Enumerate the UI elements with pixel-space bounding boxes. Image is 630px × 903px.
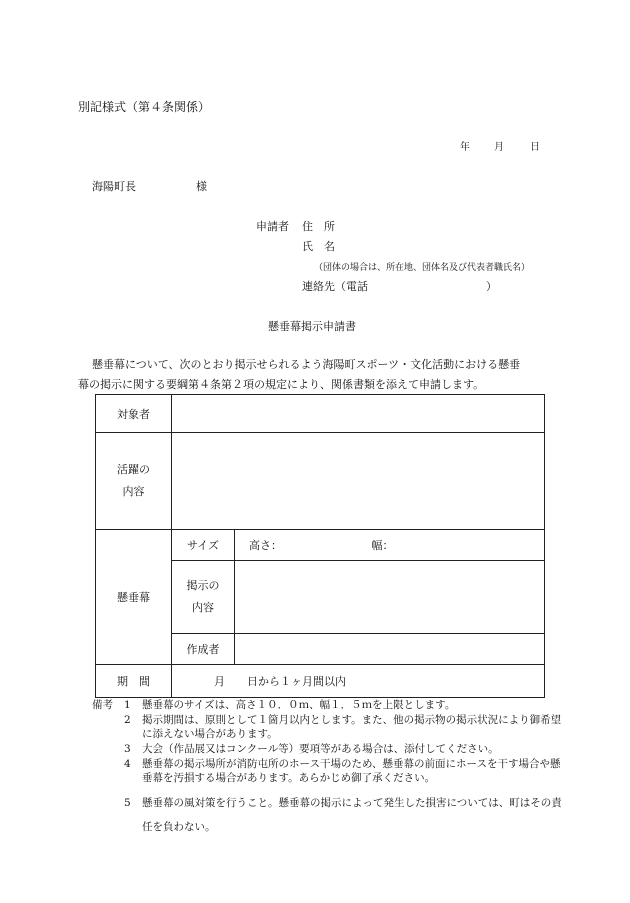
display-label xyxy=(172,561,235,634)
date-month: 月 xyxy=(494,142,504,153)
note-number: 2 xyxy=(124,714,131,726)
date-year: 年 xyxy=(460,142,470,153)
note-text: 掲示期間は、原則として１箇月以内とします。また、他の掲示物の掲示状況により御希望に添えない場合があります。 xyxy=(142,714,562,740)
size-label: サイズ xyxy=(172,530,235,561)
display-label-line2: 内容 xyxy=(192,601,214,614)
display-label-line1: 掲示の xyxy=(186,579,220,592)
note-number: 1 xyxy=(124,699,131,711)
banner-label: 懸垂幕 xyxy=(96,530,172,665)
applicant-contact-close: ） xyxy=(486,280,497,293)
note-number: 4 xyxy=(124,758,131,770)
period-label: 期 間 xyxy=(96,665,172,698)
date-day: 日 xyxy=(530,142,540,153)
application-table xyxy=(95,394,545,698)
size-field[interactable] xyxy=(235,530,545,561)
applicant-contact-label: 連絡先（電話 xyxy=(302,280,368,293)
width-label: 幅： xyxy=(371,539,394,552)
note-item xyxy=(92,742,562,756)
applicant-address-label: 住 所 xyxy=(302,220,335,233)
table-row-period xyxy=(96,665,545,698)
creator-field[interactable] xyxy=(235,634,545,665)
target-field[interactable] xyxy=(172,395,545,433)
note-number: 3 xyxy=(124,743,131,755)
note-text: 懸垂幕のサイズは、高さ１０．０ｍ、幅１．５ｍを上限とします。 xyxy=(142,699,456,711)
note-item xyxy=(92,791,562,839)
note-number: 5 xyxy=(124,797,131,809)
period-value: 月 日から１ヶ月間以内 xyxy=(214,675,346,688)
height-label: 高さ： xyxy=(249,539,282,552)
activity-label-line2: 内容 xyxy=(122,485,145,498)
document-title: 懸垂幕掲示申請書 xyxy=(268,320,356,333)
display-field[interactable] xyxy=(235,561,545,634)
note-item xyxy=(92,757,562,785)
table-row-target xyxy=(96,395,545,433)
body-line-1: 懸垂幕について、次のとおり掲示せられるよう海陽町スポーツ・文化活動における懸垂 xyxy=(92,358,521,371)
note-item xyxy=(92,713,562,741)
note-text: 懸垂幕の掲示場所が消防屯所のホース干場のため、懸垂幕の前面にホースを干す場合や懸垂幕を汚損する場合があります。あらかじめ御了承ください。 xyxy=(142,758,561,784)
note-item xyxy=(92,698,562,712)
creator-label: 作成者 xyxy=(172,634,235,665)
activity-field[interactable] xyxy=(172,433,545,530)
applicant-name-label: 氏 名 xyxy=(302,240,335,253)
applicant-label: 申請者 xyxy=(256,220,289,233)
period-field[interactable] xyxy=(172,665,545,698)
addressee-name: 海陽町長 xyxy=(92,180,136,193)
table-row-size xyxy=(96,530,545,561)
notes-section xyxy=(92,698,562,839)
note-text: 懸垂幕の風対策を行うこと。懸垂幕の掲示によって発生した損害については、町はその責任を負わない。 xyxy=(142,797,562,833)
note-text: 大会（作品展又はコンクール等）要項等がある場合は、添付してください。 xyxy=(142,743,499,755)
target-label: 対象者 xyxy=(96,395,172,433)
addressee-honorific: 様 xyxy=(196,180,207,193)
form-label: 別記様式（第４条関係） xyxy=(78,100,211,114)
table-row-activity xyxy=(96,433,545,530)
activity-label-line1: 活躍の xyxy=(117,463,150,476)
applicant-group-note: （団体の場合は、所在地、団体名及び代表者職氏名） xyxy=(314,263,531,273)
activity-label xyxy=(96,433,172,530)
notes-head: 備考 xyxy=(92,699,113,711)
body-line-2: 幕の掲示に関する要綱第４条第２項の規定により、関係書類を添えて申請します。 xyxy=(78,378,485,391)
